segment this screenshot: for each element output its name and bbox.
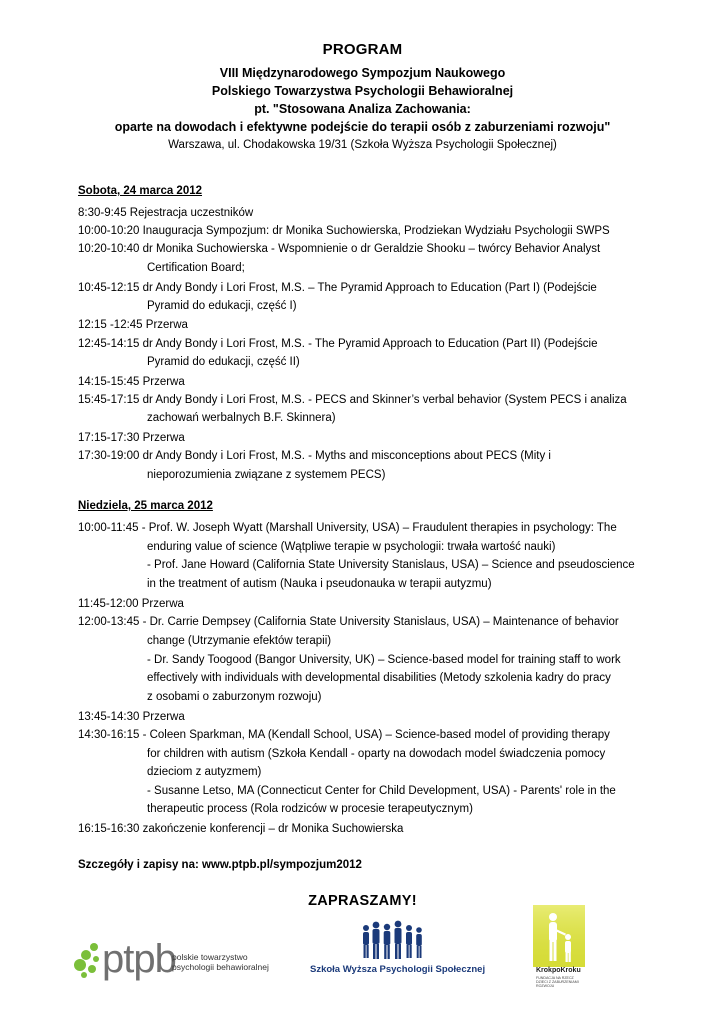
krok-subtitle: FUNDACJA NA RZECZ DZIECI Z ZABURZENIAMI ROZWOJU — [536, 976, 579, 988]
schedule-line: Pyramid do edukacji, część II) — [147, 356, 300, 368]
schedule-line: 17:15-17:30 Przerwa — [78, 432, 185, 444]
schedule-line: 8:30-9:45 Rejestracja uczestników — [78, 207, 254, 219]
schedule-line: 17:30-19:00 dr Andy Bondy i Lori Frost, M.S. - Myths and misconceptions about PECS (Mity i — [78, 450, 551, 462]
schedule-line: effectively with individuals with developmental disabilities (Metody szkolenia kadry do pracy — [147, 672, 611, 684]
schedule-line: 12:00-13:45 - Dr. Carrie Dempsey (California State University Stanislaus, USA) – Maintenance of behavior — [78, 616, 619, 628]
schedule-line: z osobami o zaburzonym rozwoju) — [147, 691, 322, 703]
program-title: PROGRAM — [322, 41, 403, 58]
adult-and-child-icon — [533, 905, 585, 967]
schedule-line: enduring value of science (Wątpliwe terapie w psychologii: trwała wartość nauki) — [147, 541, 556, 553]
schedule-line: Pyramid do edukacji, część I) — [147, 300, 297, 312]
schedule-line: Certification Board; — [147, 262, 245, 274]
schedule-line: for children with autism (Szkoła Kendall - oparty na dowodach model świadczenia pomocy — [147, 748, 606, 760]
schedule-line: in the treatment of autism (Nauka i pseudonauka w terapii autyzmu) — [147, 578, 492, 590]
event-title-line-2: Polskiego Towarzystwa Psychologii Behawioralnej — [211, 84, 514, 98]
schedule-line: 14:15-15:45 Przerwa — [78, 376, 185, 388]
schedule-line: 12:45-14:15 dr Andy Bondy i Lori Frost, M.S. - The Pyramid Approach to Education (Part II) (Podejście — [78, 338, 598, 350]
ptpb-subtitle-2: psychologii behawioralnej — [172, 962, 269, 972]
schedule-line: 10:00-11:45 - Prof. W. Joseph Wyatt (Marshall University, USA) – Fraudulent therapies in psychology: The — [78, 522, 617, 534]
schedule-line: - Prof. Jane Howard (California State University Stanislaus, USA) – Science and pseudoscience — [147, 559, 635, 571]
schedule-line: dzieciom z autyzmem) — [147, 766, 262, 778]
registration-info: Szczegóły i zapisy na: www.ptpb.pl/sympozjum2012 — [78, 859, 362, 871]
schedule-line: 10:45-12:15 dr Andy Bondy i Lori Frost, M.S. – The Pyramid Approach to Education (Part I) (Podejście — [78, 282, 597, 294]
people-group-icon — [300, 920, 480, 964]
schedule-line: nieporozumienia związane z systemem PECS) — [147, 469, 386, 481]
swps-name: Szkoła Wyższa Psychologii Społecznej — [310, 964, 486, 975]
closing-invitation: ZAPRASZAMY! — [308, 893, 417, 909]
schedule-line: therapeutic process (Rola rodziców w procesie terapeutycznym) — [147, 803, 473, 815]
schedule-line: change (Utrzymanie efektów terapii) — [147, 635, 332, 647]
schedule-line: 15:45-17:15 dr Andy Bondy i Lori Frost, M.S. - PECS and Skinner’s verbal behavior (System PECS i analiza — [78, 394, 627, 406]
schedule-line: 10:00-10:20 Inauguracja Sympozjum: dr Monika Suchowierska, Prodziekan Wydziału Psychologii SWPS — [78, 225, 610, 237]
schedule-line: 11:45-12:00 Przerwa — [78, 598, 184, 610]
ptpb-dots-icon — [72, 939, 102, 979]
day1-title: Sobota, 24 marca 2012 — [78, 185, 203, 197]
ptpb-logo — [72, 935, 272, 983]
schedule-line: - Susanne Letso, MA (Connecticut Center for Child Development, USA) - Parents' role in the — [147, 785, 616, 797]
schedule-line: - Dr. Sandy Toogood (Bangor University, UK) – Science-based model for training staff to work — [147, 654, 621, 666]
krok-po-kroku-logo — [533, 905, 585, 995]
krok-name: KrokpoKroku — [536, 967, 581, 974]
schedule-line: 14:30-16:15 - Coleen Sparkman, MA (Kendall School, USA) – Science-based model of providing therapy — [78, 729, 610, 741]
ptpb-subtitle-1: polskie towarzystwo — [172, 952, 248, 962]
event-title-line-3: pt. "Stosowana Analiza Zachowania: — [254, 102, 471, 116]
schedule-line: 13:45-14:30 Przerwa — [78, 711, 185, 723]
schedule-line: 10:20-10:40 dr Monika Suchowierska - Wspomnienie o dr Geraldzie Shooku – twórcy Behavior Analyst — [78, 243, 601, 255]
schedule-line: zachowań werbalnych B.F. Skinnera) — [147, 412, 336, 424]
event-location: Warszawa, ul. Chodakowska 19/31 (Szkoła Wyższa Psychologii Społecznej) — [168, 139, 557, 151]
swps-logo — [300, 920, 486, 984]
event-title-line-4: oparte na dowodach i efektywne podejście do terapii osób z zaburzeniami rozwoju" — [114, 120, 611, 134]
event-title-line-1: VIII Międzynarodowego Sympozjum Naukowego — [219, 66, 506, 80]
day2-title: Niedziela, 25 marca 2012 — [78, 500, 213, 512]
schedule-line: 16:15-16:30 zakończenie konferencji – dr Monika Suchowierska — [78, 823, 404, 835]
ptpb-wordmark: ptpb — [102, 937, 176, 981]
schedule-line: 12:15 -12:45 Przerwa — [78, 319, 188, 331]
